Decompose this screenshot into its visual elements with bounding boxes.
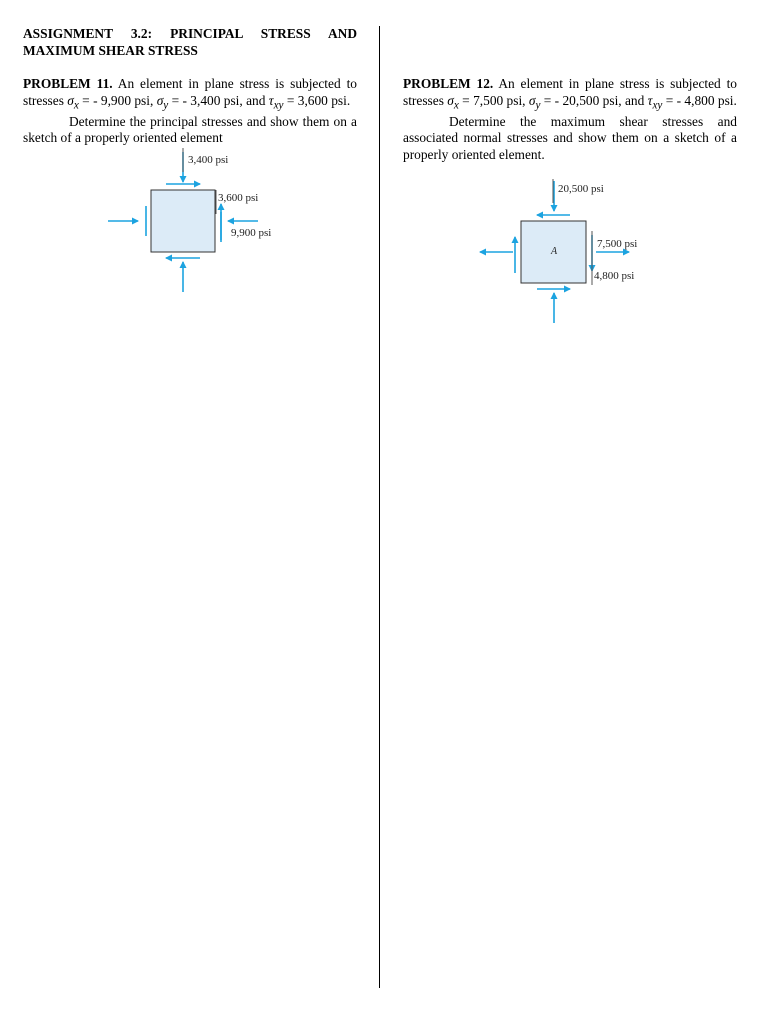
tau-xy-symbol: τ [647,92,653,108]
sigma-y-subscript: y [535,99,541,112]
point-label-a: A [551,246,558,257]
problem-11-statement [23,76,357,114]
problem-12-stress-element-diagram [465,177,675,327]
sigma-y-symbol: σ [528,92,536,108]
right-column [403,26,737,163]
label-tau-xy: 3,600 psi [218,192,259,204]
problem-11-label: PROBLEM 11. [23,76,113,91]
sigma-x-subscript: x [453,99,459,112]
sigma-y-symbol: σ [156,92,164,108]
column-divider [379,26,380,988]
problem-12-label: PROBLEM 12. [403,76,494,91]
problem-12-intro: An element in plane stress is subjected to stresses [403,76,737,108]
problem-12-statement [403,76,737,114]
left-column [23,26,357,147]
tau-xy-subscript: xy [652,99,663,112]
sigma-x-subscript: x [73,99,79,112]
assignment-title-line-1: ASSIGNMENT 3.2: PRINCIPAL STRESS AND [23,26,357,41]
label-sigma-y: 3,400 psi [188,154,229,166]
tau-xy-value: = 3,600 psi. [283,92,351,108]
label-sigma-y: 20,500 psi [558,183,604,195]
label-sigma-x: 9,900 psi [231,227,272,239]
tau-xy-value: = - 4,800 psi. [662,92,737,108]
label-tau-xy: 4,800 psi [594,270,635,282]
sigma-x-value: = 7,500 psi, [458,92,529,108]
sigma-y-value: = - 3,400 psi, and [168,92,269,108]
sigma-y-value: = - 20,500 psi, and [540,92,648,108]
label-sigma-x: 7,500 psi [597,238,638,250]
problem-12-task: Determine the maximum shear stresses and associated normal stresses and show them on a sketch of a properly oriented element. [403,113,737,162]
problem-11-intro: An element in plane stress is subjected to stresses [23,76,357,108]
sigma-x-value: = - 9,900 psi, [78,92,157,108]
problem-11-stress-element-diagram [80,142,312,302]
problem-11-task: Determine the principal stresses and show them on a sketch of a properly oriented element [23,113,357,146]
sigma-x-symbol: σ [447,92,454,108]
tau-xy-symbol: τ [268,92,274,108]
stress-element-square [151,190,215,252]
sigma-x-symbol: σ [67,92,74,108]
assignment-title-line-2: MAXIMUM SHEAR STRESS [23,42,198,58]
sigma-y-subscript: y [163,99,169,112]
tau-xy-subscript: xy [273,99,284,112]
